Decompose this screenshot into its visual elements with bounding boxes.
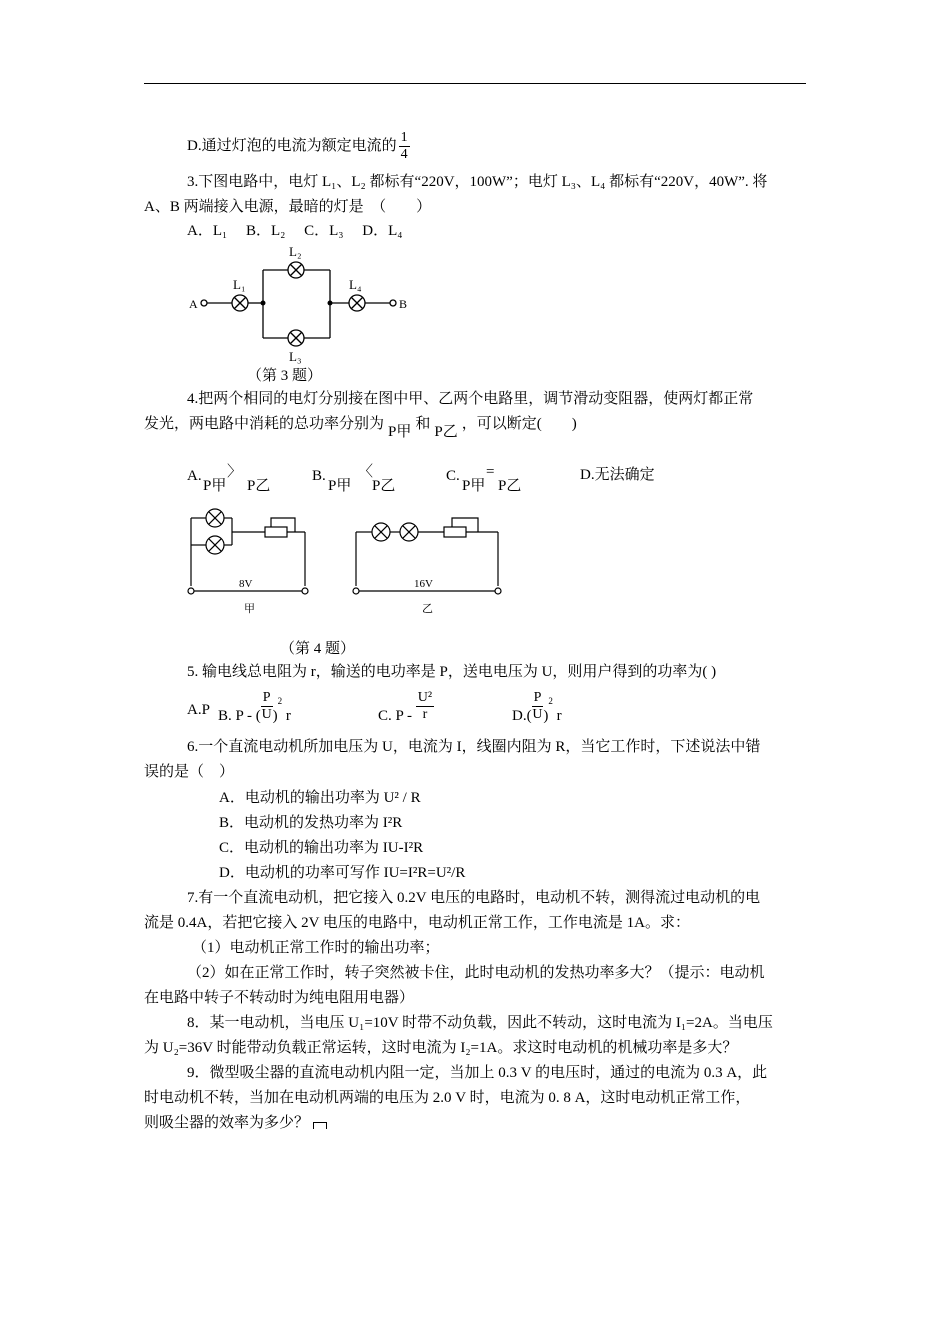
q6-line2: 误的是（ ）	[144, 764, 235, 780]
q2-option-d: D.通过灯泡的电流为额定电流的 $\frac{1}{4}$	[187, 130, 408, 162]
lamp-l2-icon	[288, 262, 304, 278]
terminal-b-label: B	[399, 297, 408, 311]
lamp-l3-icon	[288, 330, 304, 346]
text-cursor-mark	[313, 1122, 327, 1129]
q9-line3: 则吸尘器的效率为多少？	[144, 1113, 327, 1133]
l2-label: L₂	[289, 244, 302, 259]
q7-line1: 7.有一个直流电动机，把它接入 0.2V 电压的电路时，电动机不转，测得流过电动机的电	[187, 890, 761, 906]
q6-option-b: B．电动机的发热功率为 I²R	[219, 815, 403, 831]
q4-option-a: A. P甲 〉 P乙	[187, 464, 271, 494]
q4-volt-left: 8V	[239, 578, 253, 590]
q5-option-a: A.P	[187, 702, 210, 718]
q4-label-jia: 甲	[244, 603, 255, 615]
q6-option-c: C．电动机的输出功率为 IU-I²R	[219, 840, 424, 856]
q6-option-d: D．电动机的功率可写作 IU=I²R=U²/R	[219, 865, 466, 881]
q8-line2: 为 U₂=36V 时能带动负载正常运转，这时电流为 I₂=1A。求这时电动机的机械功率是多大？	[144, 1040, 738, 1056]
q3-line2: A、B 两端接入电源，最暗的灯是 （ ）	[144, 199, 432, 215]
q5-option-d: D.( $\frac{P}{U}$ )$^2$ r	[512, 690, 562, 724]
q4-volt-right: 16V	[414, 578, 433, 590]
l4-label: L₄	[349, 277, 362, 292]
q4-label-yi: 乙	[422, 603, 433, 615]
q6-option-a: A．电动机的输出功率为 U² / R	[219, 790, 421, 806]
q7-line3: （1）电动机正常工作时的输出功率；	[192, 940, 440, 956]
q3-circuit-diagram	[187, 243, 417, 365]
l1-label: L₁	[233, 277, 246, 292]
q4-circuit-jia	[187, 508, 312, 618]
q4-circuit-yi	[352, 508, 507, 618]
q9-line2: 时电动机不转，当加在电动机两端的电压为 2.0 V 时，电流为 0. 8 A，这时电动机正常工作，	[144, 1090, 751, 1106]
q7-line2: 流是 0.4A，若把它接入 2V 电压的电路中，电动机正常工作，工作电流是 1A。求：	[144, 915, 690, 931]
q4-caption: （第 4 题）	[280, 641, 356, 657]
q3-options: A．L₁ B．L₂ C．L₃ D．L₄	[187, 223, 403, 239]
terminal-a-label: A	[189, 297, 198, 311]
q9-line1: 9．微型吸尘器的直流电动机内阻一定，当加上 0.3 V 的电压时，通过的电流为 0.3 A，此	[187, 1065, 768, 1081]
q4-option-b: B. P甲 〈 P乙	[312, 464, 396, 494]
lamp-l4-icon	[349, 295, 365, 311]
q4-line2: 发光，两电路中消耗的总功率分别为 P甲 和 P乙 ，可以断定( )	[144, 416, 577, 440]
q6-line1: 6.一个直流电动机所加电压为 U，电流为 I，线圈内阻为 R，当它工作时，下述说法中错	[187, 739, 761, 755]
q5-option-b: B. P - ( $\frac{P}{U}$ )$^2$ r	[218, 690, 291, 724]
q8-line1: 8．某一电动机，当电压 U₁=10V 时带不动负载，因此不转动，这时电流为 I₁=2A。当电压	[187, 1015, 773, 1031]
q5-question: 5. 输电线总电阻为 r，输送的电功率是 P，送电电压为 U，则用户得到的功率为( )	[187, 664, 717, 680]
l3-label: L₃	[289, 349, 302, 364]
q3-caption: （第 3 题）	[247, 368, 323, 384]
lamp-l1-icon	[232, 295, 248, 311]
q7-line5: 在电路中转子不转动时为纯电阻用电器）	[144, 990, 415, 1006]
q4-line1: 4.把两个相同的电灯分别接在图中甲、乙两个电路里，调节滑动变阻器，使两灯都正常	[187, 391, 754, 407]
header-rule	[144, 83, 806, 84]
q4-option-c: C. P甲 = P乙	[446, 464, 522, 494]
q3-line1: 3.下图电路中，电灯 L₁、L₂ 都标有“220V，100W”；电灯 L₃、L₄ 都标有“220V，40W”. 将	[187, 174, 768, 190]
q5-option-c: C. P - $\frac{\text{U²}}{r}$	[378, 690, 433, 724]
q4-option-d: D.无法确定	[580, 467, 655, 483]
q7-line4: （2）如在正常工作时，转子突然被卡住，此时电动机的发热功率多大？（提示：电动机	[187, 965, 765, 981]
